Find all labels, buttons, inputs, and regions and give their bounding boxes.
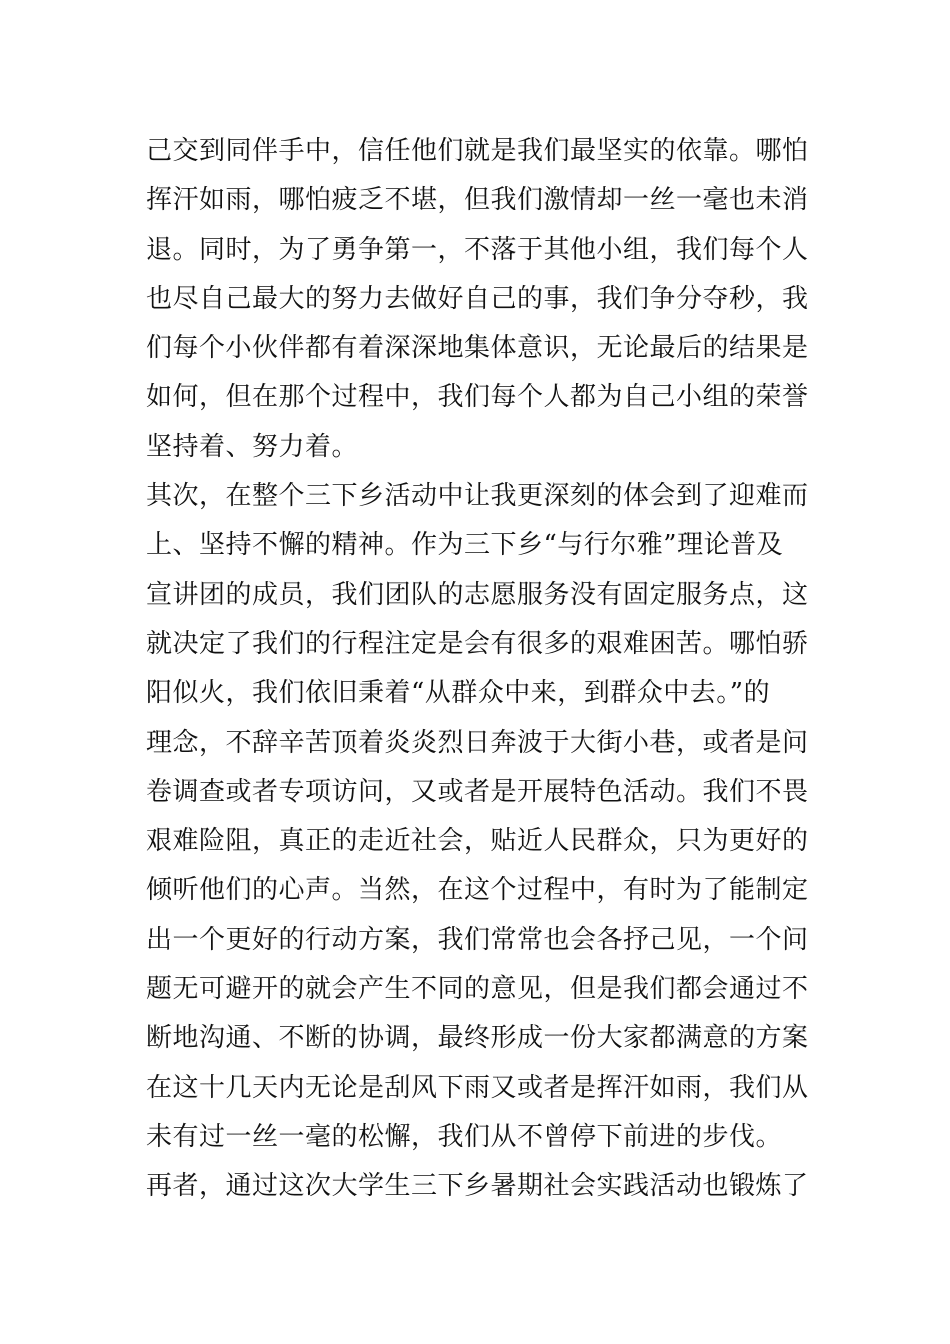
text-line: 断地沟通、不断的协调，最终形成一份大家都满意的方案 — [146, 1023, 809, 1054]
text-line: 在这十几天内无论是刮风下雨又或者是挥汗如雨，我们从 — [146, 1072, 809, 1103]
text-line: 退。同时，为了勇争第一，不落于其他小组，我们每个人 — [146, 234, 809, 265]
text-line: 理念，不辞辛苦顶着炎炎烈日奔波于大街小巷，或者是问 — [146, 727, 809, 758]
text-line: 艰难险阻，真正的走近社会，贴近人民群众，只为更好的 — [146, 826, 809, 857]
paragraph-1 — [146, 127, 816, 472]
text-line: 其次，在整个三下乡活动中让我更深刻的体会到了迎难而 — [146, 481, 809, 512]
text-line: 挥汗如雨，哪怕疲乏不堪，但我们激情却一丝一毫也未消 — [146, 185, 809, 216]
text-line: 倾听他们的心声。当然，在这个过程中，有时为了能制定 — [146, 875, 809, 906]
text-line: 坚持着、努力着。 — [146, 431, 359, 462]
text-line: 也尽自己最大的努力去做好自己的事，我们争分夺秒，我 — [146, 283, 809, 314]
document-body — [146, 127, 816, 1212]
text-line: 们每个小伙伴都有着深深地集体意识，无论最后的结果是 — [146, 333, 809, 364]
text-line: 再者，通过这次大学生三下乡暑期社会实践活动也锻炼了 — [146, 1171, 809, 1202]
text-line: 宣讲团的成员，我们团队的志愿服务没有固定服务点，这 — [146, 579, 809, 610]
text-line: 题无可避开的就会产生不同的意见，但是我们都会通过不 — [146, 974, 809, 1005]
text-line: 未有过一丝一毫的松懈，我们从不曾停下前进的步伐。 — [146, 1121, 783, 1152]
text-line: 出一个更好的行动方案，我们常常也会各抒己见，一个问 — [146, 924, 809, 955]
text-line: 阳似火，我们依旧秉着“从群众中来，到群众中去。”的 — [146, 678, 771, 709]
paragraph-3 — [146, 1162, 816, 1211]
text-line: 如何，但在那个过程中，我们每个人都为自己小组的荣誉 — [146, 382, 809, 413]
text-line: 卷调查或者专项访问，又或者是开展特色活动。我们不畏 — [146, 776, 809, 807]
text-line: 己交到同伴手中，信任他们就是我们最坚实的依靠。哪怕 — [146, 136, 809, 166]
paragraph-2 — [146, 472, 816, 1162]
text-line: 上、坚持不懈的精神。作为三下乡“与行尔雅”理论普及 — [146, 530, 784, 561]
text-line: 就决定了我们的行程注定是会有很多的艰难困苦。哪怕骄 — [146, 628, 809, 659]
